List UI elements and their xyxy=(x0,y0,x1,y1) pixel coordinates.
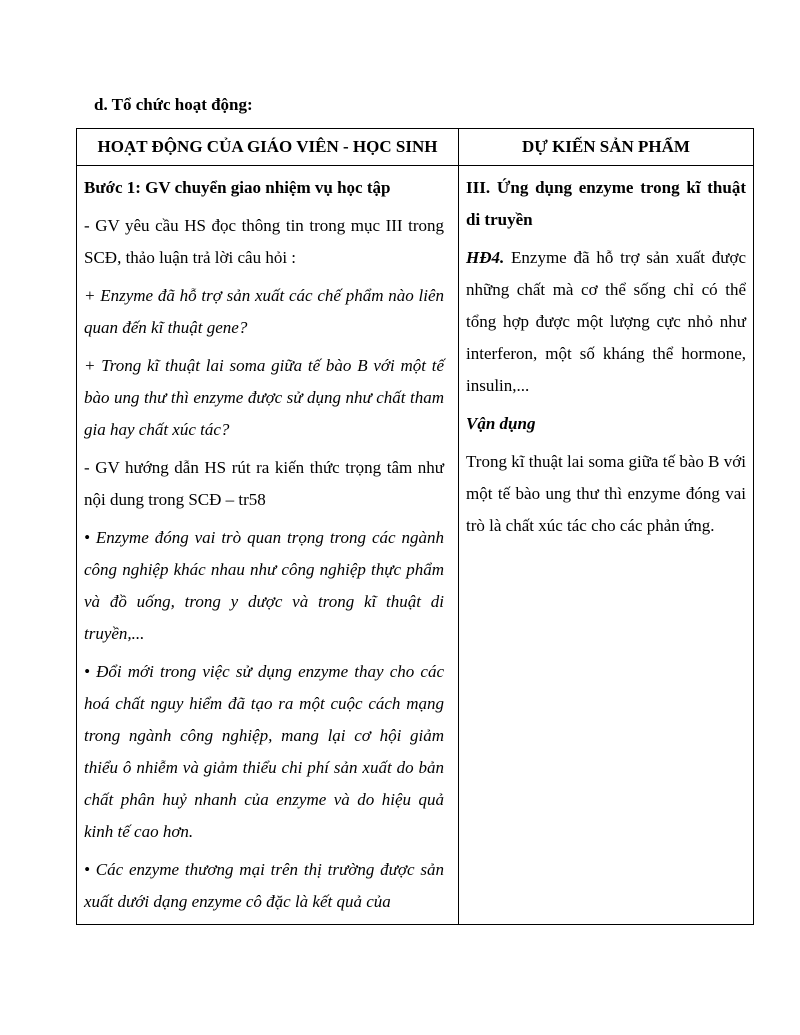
key-point-1: • Enzyme đóng vai trò quan trọng trong các ngành công nghiệp khác nhau như công nghiệp thực phẩm và đồ uống, trong y dược và trong kĩ thuật di truyền,... xyxy=(84,528,444,643)
table-body-row xyxy=(77,166,754,925)
header-teacher-student-activity: HOẠT ĐỘNG CỦA GIÁO VIÊN - HỌC SINH xyxy=(77,129,459,166)
section-title: d. Tổ chức hoạt động: xyxy=(94,95,253,114)
header-expected-product: DỰ KIẾN SẢN PHẨM xyxy=(459,129,754,166)
key-point-3: • Các enzyme thương mại trên thị trường được sản xuất dưới dạng enzyme cô đặc là kết quả của xyxy=(84,860,444,911)
activity-cell xyxy=(77,166,459,925)
key-point-2: • Đổi mới trong việc sử dụng enzyme thay cho các hoá chất nguy hiểm đã tạo ra một cuộc cách mạng trong ngành công nghiệp, mang lại cơ hội giảm thiểu ô nhiễm và giảm thiểu chi phí sản xuất do bản chất phân huỷ nhanh của enzyme và do hiệu quả kinh tế cao hơn. xyxy=(84,662,444,841)
apply-heading: Vận dụng xyxy=(466,414,536,433)
instruction-paragraph: - GV yêu cầu HS đọc thông tin trong mục III trong SCĐ, thảo luận trả lời câu hỏi : xyxy=(84,216,444,267)
guidance-paragraph: - GV hướng dẫn HS rút ra kiến thức trọng tâm như nội dung trong SCĐ – tr58 xyxy=(84,458,444,509)
table-header-row xyxy=(77,129,754,166)
apply-answer: Trong kĩ thuật lai soma giữa tế bào B với một tế bào ung thư thì enzyme đóng vai trò là chất xúc tác cho các phản ứng. xyxy=(466,452,746,535)
question-1: + Enzyme đã hỗ trợ sản xuất các chế phẩm nào liên quan đến kĩ thuật gene? xyxy=(84,286,444,337)
hd4-text: Enzyme đã hỗ trợ sản xuất được những chất mà cơ thể sống chỉ có thể tổng hợp được một lượng cực nhỏ như interferon, một số kháng thể hormone, insulin,... xyxy=(466,248,746,395)
hd4-answer xyxy=(466,242,746,402)
product-cell xyxy=(459,166,754,925)
step-heading: Bước 1: GV chuyển giao nhiệm vụ học tập xyxy=(84,178,391,197)
hd4-label: HĐ4. xyxy=(466,248,505,267)
question-2: + Trong kĩ thuật lai soma giữa tế bào B với một tế bào ung thư thì enzyme được sử dụng như chất tham gia hay chất xúc tác? xyxy=(84,356,444,439)
application-heading: III. Ứng dụng enzyme trong kĩ thuật di truyền xyxy=(466,178,746,229)
activity-table xyxy=(76,128,754,925)
